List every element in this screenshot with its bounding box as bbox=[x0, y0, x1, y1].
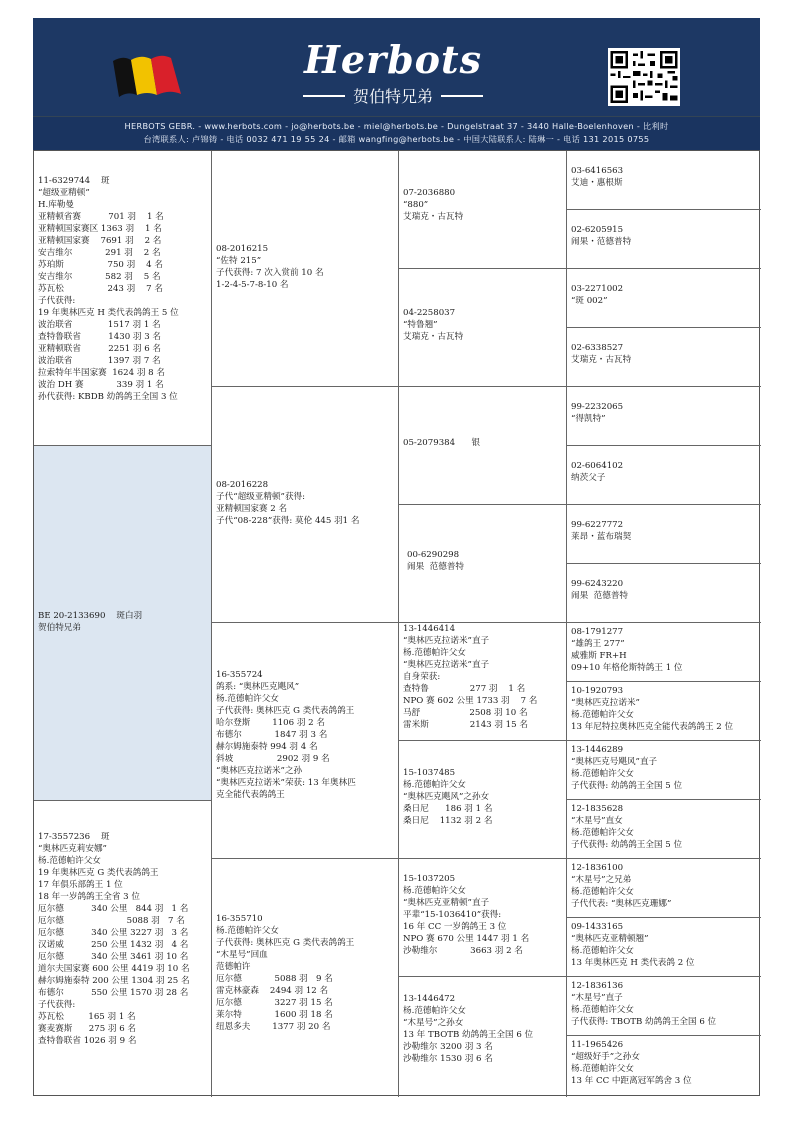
dam-sire-cell bbox=[212, 623, 399, 859]
g4-text: 02-6338527 艾瑞克・古瓦特 bbox=[571, 343, 632, 365]
g4-cell bbox=[567, 1036, 761, 1097]
sire-sire-text: 08-2016215 “佐特 215” 子代获得: 7 次入赏前 10 名 1-2-4-5-7-8-10 名 bbox=[216, 244, 324, 290]
g4-cell bbox=[567, 446, 761, 505]
brand-name: Herbots bbox=[304, 37, 482, 82]
sire-text: 11-6329744 斑 “超级亚精顿” H.库勒曼 亚精顿省赛 701 羽 1 名 亚精顿国家赛区 1363 羽 1 名 亚精顿国家赛 7691 羽 2 名 安吉维尔 291 羽 2 名 苏珀斯 750 羽 4 名 安吉维尔 582 羽 5 名 苏瓦松 243 羽 7 名 子代获得: 19 年奥林匹克 H 类代表鸽鸽王 5 位 波治联省 1517 羽 1 名 查特鲁联省 1430 羽 3 名 亚精顿联省 2251 羽 6 名 波治联省 1397 羽 7 名 拉索特年半国家赛 1624 羽 8 名 波治 DH 赛 339 羽 1 名 孙代获得: KBDB 幼鸽鸽王全国 3 位 bbox=[38, 176, 179, 402]
g3-text: 15-1037205 杨.范德帕许父女 “奥林匹克亚精顿”直子 平辈“15-1036410”获得: 16 年 CC 一岁鸽鸽王 3 位 NPO 赛 670 公里 1447 羽 1 名 沙勒维尔 3663 羽 2 名 bbox=[403, 874, 530, 956]
g4-text: 03-2271002 “斑 002” bbox=[571, 284, 624, 306]
g4-text: 99-6243220 闹果 范德普特 bbox=[571, 579, 629, 601]
sire-dam-text: 08-2016228 子代“超级亚精顿”获得: 亚精顿国家赛 2 名 子代“08-228”获得: 莫伦 445 羽1 名 bbox=[216, 480, 360, 526]
g4-cell bbox=[567, 210, 761, 269]
sire-sire-cell bbox=[212, 151, 399, 387]
g3-text: 05-2079384 银 bbox=[403, 438, 481, 448]
g4-text: 02-6205915 闹果・范德普特 bbox=[571, 225, 632, 247]
g4-text: 12-1836100 “木星号”之兄弟 杨.范德帕许父女 子代代表: “奥林匹克珊娜” bbox=[571, 863, 672, 909]
g4-cell bbox=[567, 800, 761, 859]
g4-cell bbox=[567, 682, 761, 741]
dam-dam-text: 16-355710 杨.范德帕许父女 子代获得: 奥林匹克 G 类代表鸽鸽王 “木星号”回血 范德帕许 厄尔德 5088 羽 9 名 雷克林豪森 2494 羽 12 名 厄尔德 3227 羽 15 名 莱尔特 1600 羽 18 名 纽恩多夫 1377 羽 20 名 bbox=[216, 914, 355, 1032]
g4-cell bbox=[567, 151, 761, 210]
g4-cell bbox=[567, 328, 761, 387]
contact-line-1: HERBOTS GEBR. - www.herbots.com - jo@herbots.be - miel@herbots.be - Dungelstraat 37 - 3440 Halle-Boelenhoven - 比利时 bbox=[124, 121, 669, 131]
g4-cell bbox=[567, 269, 761, 328]
pedigree-table bbox=[33, 150, 760, 1096]
g4-text: 08-1791277 “雄鸽王 277” 威雅斯 FR+H 09+10 年格伦斯特鸽王 1 位 bbox=[571, 627, 683, 673]
subject-cell bbox=[34, 446, 212, 801]
g4-cell bbox=[567, 564, 761, 623]
g3-cell bbox=[399, 623, 567, 741]
g4-cell bbox=[567, 859, 761, 918]
qr-code-icon bbox=[608, 48, 680, 106]
brand-logo bbox=[293, 38, 493, 107]
belgian-flag-icon bbox=[109, 51, 189, 101]
g4-text: 99-6227772 莱昂・蓝布瑞契 bbox=[571, 520, 632, 542]
g3-cell bbox=[399, 151, 567, 269]
g3-text: 13-1446414 “奥林匹克拉诺米”直子 杨.范德帕许父女 “奥林匹克拉诺米”直子 自身荣获: 查特鲁 277 羽 1 名 NPO 赛 602 公里 1733 羽 7 名 马舒 2508 羽 10 名 雷米斯 2143 羽 15 名 bbox=[403, 624, 538, 730]
g4-text: 12-1835628 “木星号”直女 杨.范德帕许父女 子代获得: 幼鸽鸽王全国 5 位 bbox=[571, 804, 683, 850]
g3-cell bbox=[399, 741, 567, 859]
dam-dam-cell bbox=[212, 859, 399, 1097]
g3-cell bbox=[399, 859, 567, 977]
dam-cell bbox=[34, 801, 212, 1097]
g4-cell bbox=[567, 387, 761, 446]
subject-text: BE 20-2133690 斑白羽 贺伯特兄弟 bbox=[38, 611, 143, 633]
header-banner bbox=[33, 18, 760, 150]
g4-cell bbox=[567, 918, 761, 977]
g4-cell bbox=[567, 623, 761, 682]
g4-text: 10-1920793 “奥林匹克拉诺米” 杨.范德帕许父女 13 年尼特拉奥林匹克全能代表鸽鸽王 2 位 bbox=[571, 686, 734, 732]
g4-text: 12-1836136 “木星号”直子 杨.范德帕许父女 子代获得: TBOTB 幼鸽鸽王全国 6 位 bbox=[571, 981, 717, 1027]
g4-cell bbox=[567, 741, 761, 800]
dam-text: 17-3557236 斑 “奥林匹克莉安娜” 杨.范德帕许父女 19 年奥林匹克 G 类代表鸽鸽王 17 年俱乐部鸽王 1 位 18 年一岁鸽鸽王全省 3 位 厄尔德 340 公里 844 羽 1 名 厄尔德 5088 羽 7 名 厄尔德 340 公里 3227 羽 3 名 汉诺威 250 公里 1432 羽 4 名 厄尔德 340 公里 3461 羽 10 名 道尔夫国家赛 600 公里 4419 羽 10 名 赫尔姆施泰特 200 公里 1304 羽 25 名 布德尔 550 公里 1570 羽 28 名 子代获得: 苏瓦松 165 羽 1 名 赛麦赛斯 275 羽 6 名 查特鲁联省 1026 羽 9 名 bbox=[38, 832, 190, 1046]
g3-text: 07-2036880 “880” 艾瑞克・古瓦特 bbox=[403, 188, 464, 222]
g3-cell bbox=[399, 269, 567, 387]
g3-text: 15-1037485 杨.范德帕许父女 “奥林匹克飓风”之孙女 桑日尼 186 羽 1 名 桑日尼 1132 羽 2 名 bbox=[403, 768, 493, 826]
g3-cell bbox=[399, 505, 567, 623]
g4-cell bbox=[567, 977, 761, 1036]
g4-text: 99-2232065 “得凯特” bbox=[571, 402, 624, 424]
g3-cell bbox=[399, 977, 567, 1097]
g4-text: 11-1965426 “超级好手”之孙女 杨.范德帕许父女 13 年 CC 中距离冠军鸽舍 3 位 bbox=[571, 1040, 692, 1086]
g3-text: 00-6290298 闹果 范德普特 bbox=[407, 550, 465, 572]
g3-cell bbox=[399, 387, 567, 505]
dam-sire-text: 16-355724 鸽系: “奥林匹克飓风” 杨.范德帕许父女 子代获得: 奥林匹克 G 类代表鸽鸽王 哈尔登斯 1106 羽 2 名 布德尔 1847 羽 3 名 赫尔姆施泰特 994 羽 4 名 斜坡 2902 羽 9 名 “奥林匹克拉诺米”之孙 “奥林匹克拉诺米”荣获: 13 年奥林匹 克全能代表鸽鸽王 bbox=[216, 670, 356, 800]
g3-text: 04-2258037 “特鲁翘” 艾瑞克・古瓦特 bbox=[403, 308, 464, 342]
g4-text: 09-1433165 “奥林匹克亚精顿翘” 杨.范德帕许父女 13 年奥林匹克 H 类代表鸽 2 位 bbox=[571, 922, 695, 968]
brand-subtitle: 贺伯特兄弟 bbox=[352, 87, 433, 106]
g3-text: 13-1446472 杨.范德帕许父女 “木星号”之孙女 13 年 TBOTB 幼鸽鸽王全国 6 位 沙勒维尔 3200 羽 3 名 沙勒维尔 1530 羽 6 名 bbox=[403, 994, 534, 1064]
g4-text: 13-1446289 “奥林匹克号飓风”直子 杨.范德帕许父女 子代获得: 幼鸽鸽王全国 5 位 bbox=[571, 745, 683, 791]
sire-dam-cell bbox=[212, 387, 399, 623]
g4-cell bbox=[567, 505, 761, 564]
contact-bar bbox=[33, 116, 760, 150]
contact-line-2: 台湾联系人: 卢锦铸 - 电话 0032 471 19 55 24 - 邮箱 wangfing@herbots.be - 中国大陆联系人: 陆琳一 - 电话 131 2015 0755 bbox=[143, 134, 650, 144]
g4-text: 03-6416563 艾迪・惠根斯 bbox=[571, 166, 624, 188]
g4-text: 02-6064102 纳茨父子 bbox=[571, 461, 624, 483]
sire-cell bbox=[34, 151, 212, 446]
